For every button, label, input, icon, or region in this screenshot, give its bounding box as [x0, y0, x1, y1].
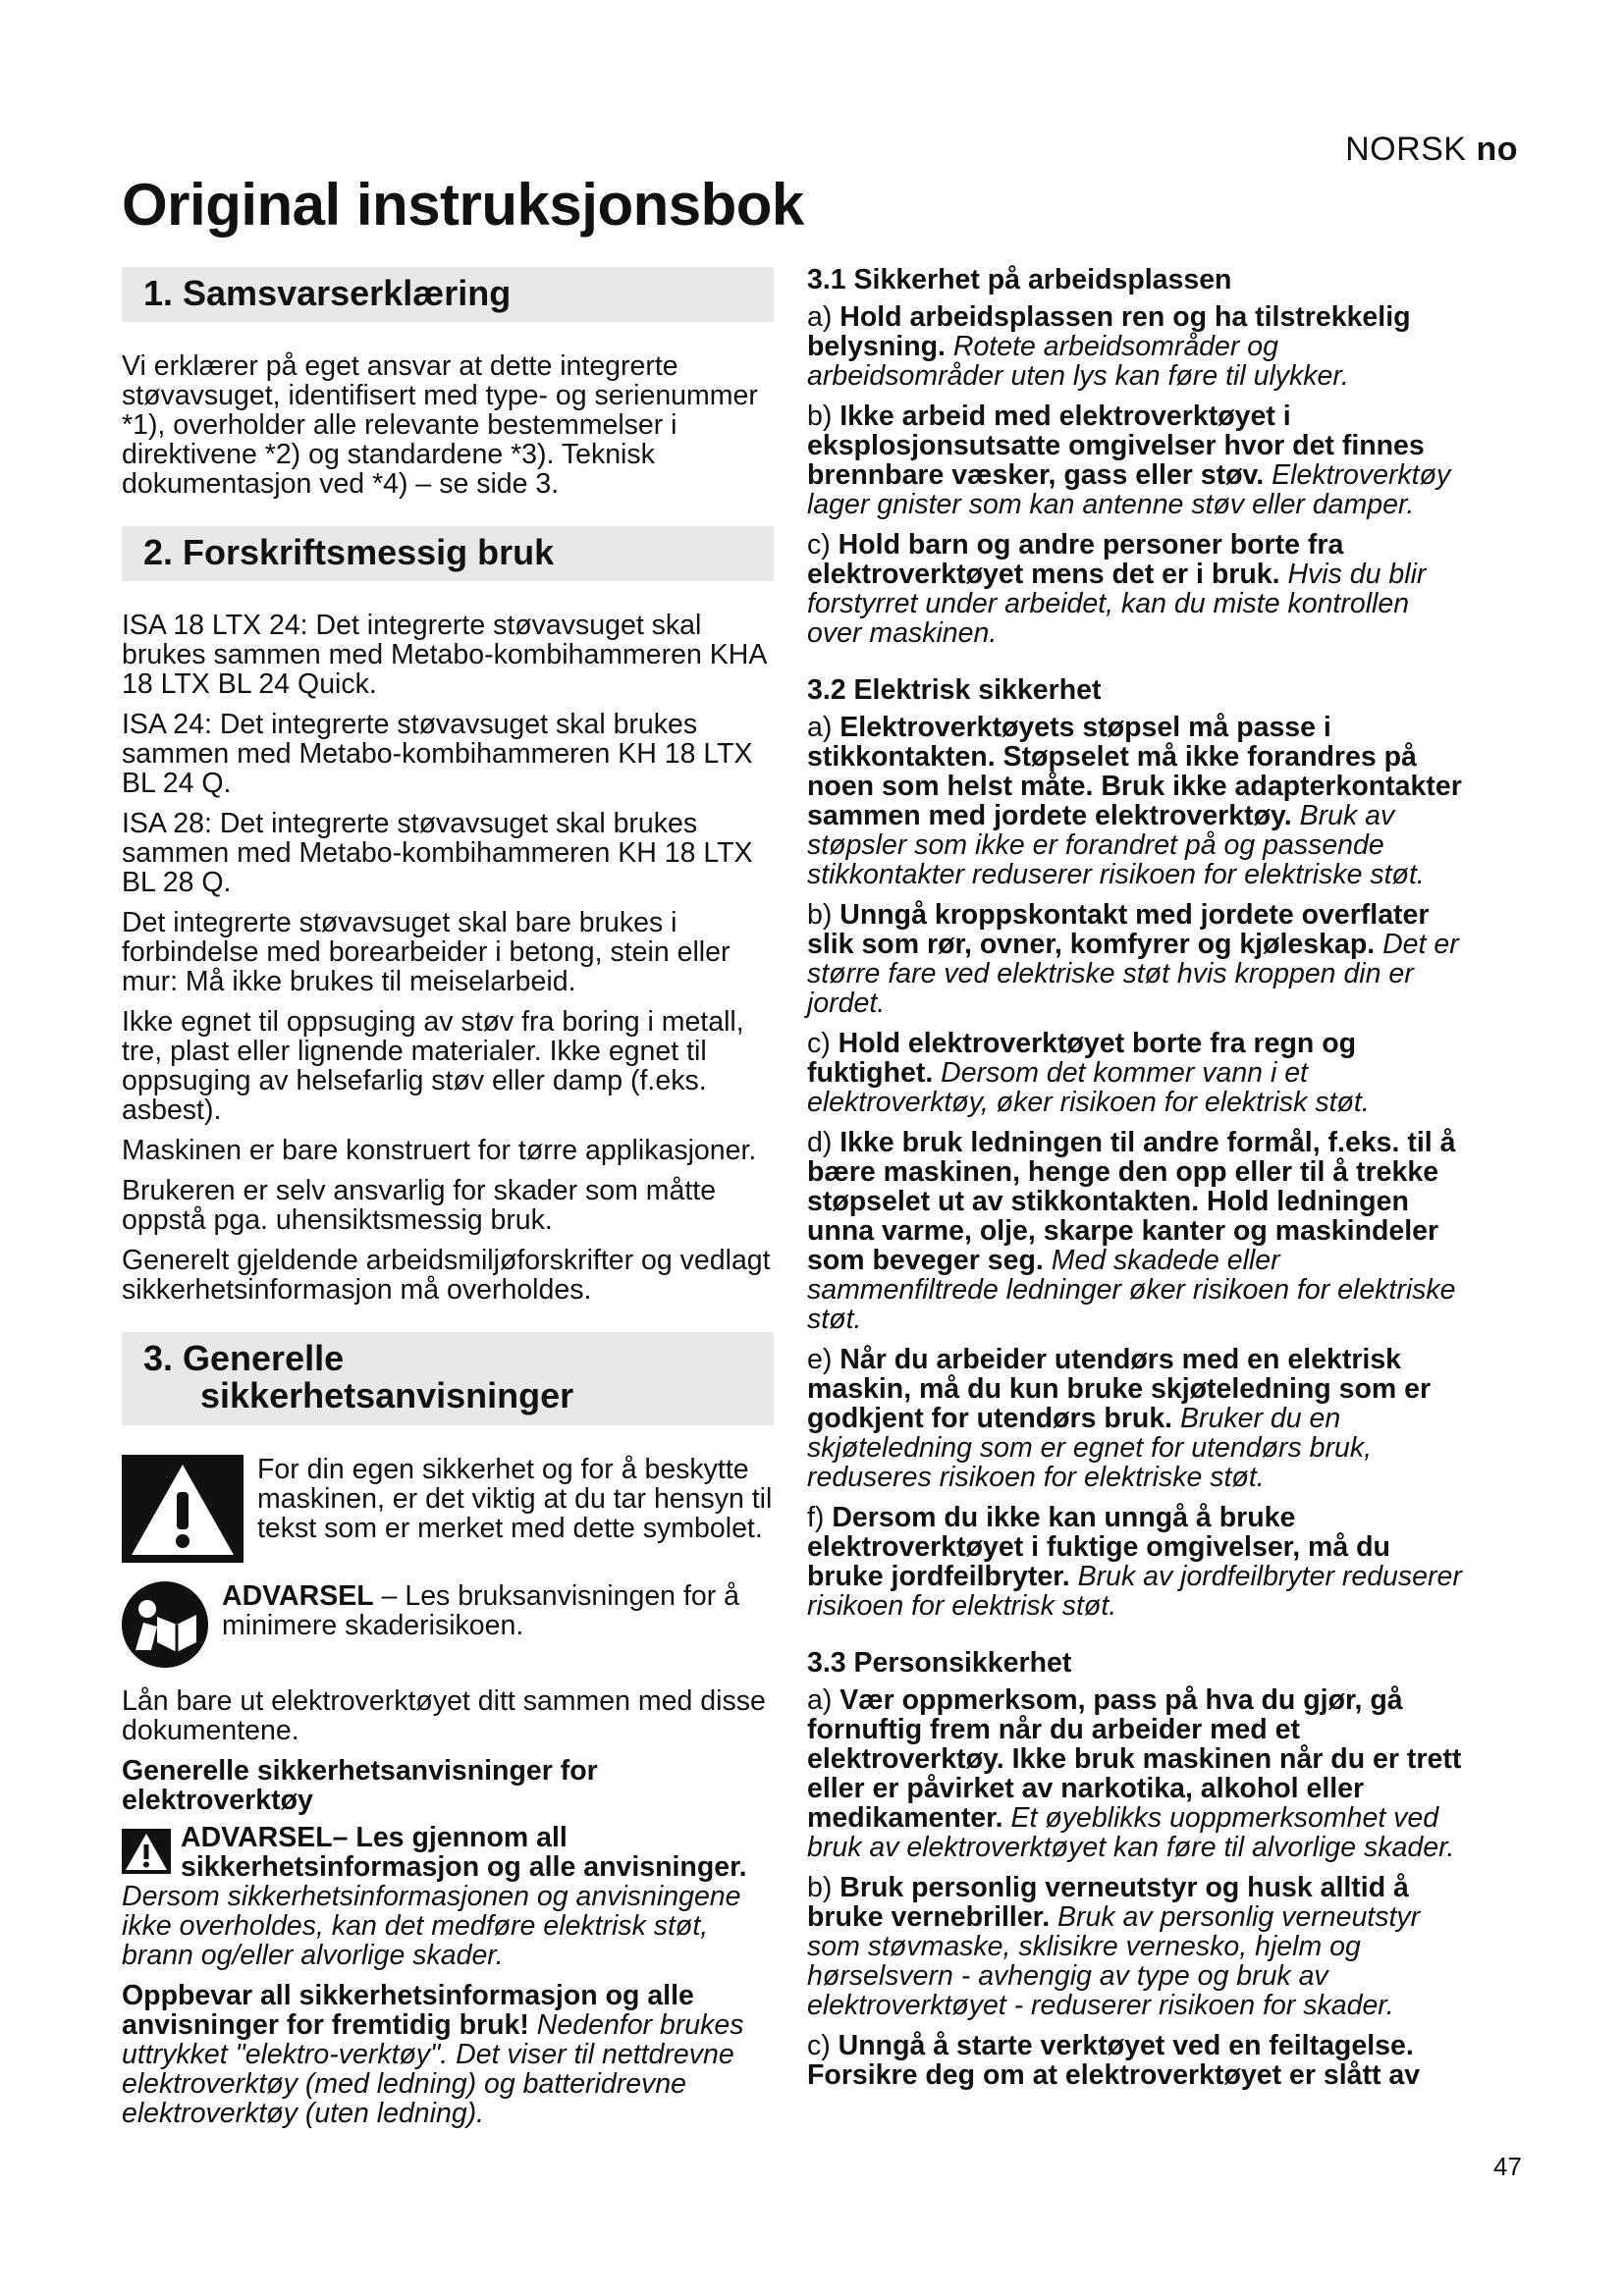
item-label: e) — [807, 1344, 840, 1375]
item-bold: Hold barn og andre personer borte fra elektroverktøyet mens det er i bruk. — [807, 529, 1344, 590]
intended-use-p6: Maskinen er bare konstruert for tørre applikasjoner. — [122, 1135, 757, 1167]
page-title: Original instruksjonsbok — [122, 172, 804, 238]
item-bold: Ikke bruk ledningen til andre formål, f.eks. til å bære maskinen, henge den opp eller til å trekke støpselet ut av stikkontakten. Hold ledningen unna varme, olje, skarpe kanter og maskindeler som beveger seg. — [807, 1127, 1456, 1276]
item-label: b) — [807, 400, 840, 432]
page-number: 47 — [1493, 2152, 1522, 2181]
section-3-heading-line1: 3. Generelle — [143, 1338, 345, 1379]
item-bold: Hold arbeidsplassen ren og ha tilstrekkelig belysning. — [807, 301, 1411, 362]
s31-item-a — [807, 302, 1463, 391]
item-label: c) — [807, 529, 839, 561]
s32-item-c — [807, 1029, 1463, 1117]
item-label: b) — [807, 899, 840, 931]
intended-use-p8: Generelt gjeldende arbeidsmiljøforskrifter og vedlagt sikkerhetsinformasjon må overholdes. — [122, 1245, 771, 1307]
item-label: d) — [807, 1127, 840, 1158]
language-name: NORSK — [1345, 131, 1467, 168]
advarsel-text: – Les bruksanvisningen for å minimere skaderisikoen. — [222, 1579, 739, 1641]
keep-instructions — [122, 1981, 774, 2128]
item-bold: Dersom du ikke kan unngå å bruke elektroverktøyet i fuktige omgivelser, må du bruke jordfeilbryter. — [807, 1502, 1390, 1592]
section-personal-safety — [807, 1648, 1463, 2090]
section-3-1-heading: 3.1 Sikkerhet på arbeidsplassen — [807, 264, 1232, 295]
left-column — [122, 267, 774, 2139]
item-bold: Vær oppmerksom, pass på hva du gjør, gå fornuftig frem når du arbeider med et elektroverktøy. Ikke bruk maskinen når du er trett eller er påvirket av narkotika, alkohol eller medikamenter. — [807, 1684, 1462, 1834]
intended-use-p7: Brukeren er selv ansvarlig for skader som måtte oppstå pga. uhensiktsmessig bruk. — [122, 1175, 717, 1237]
warning-triangle-icon — [122, 1455, 244, 1568]
item-bold: Bruk personlig verneutstyr og husk alltid å bruke vernebriller. — [807, 1872, 1409, 1933]
section-intended-use — [122, 526, 774, 1305]
section-3-2-heading: 3.2 Elektrisk sikkerhet — [807, 674, 1102, 706]
declaration-text: Vi erklærer på eget ansvar at dette integrerte støvavsuget, identifisert med type- og serienummer *1), overholder alle relevante bestemmelser i direktivene *2) og standardene *3). Teknisk dokumentasjon ved *4) – se side 3. — [122, 350, 758, 501]
item-label: a) — [807, 301, 840, 333]
item-label: a) — [807, 1684, 840, 1716]
read-all-warning — [122, 1823, 774, 1970]
item-italic: Bruk av støpsler som ikke er forandret på og passende stikkontakter reduserer risikoen for elektriske støt. — [807, 800, 1425, 890]
general-safety-heading: Generelle sikkerhetsanvisninger for elektroverktøy — [122, 1754, 598, 1816]
item-italic: Elektroverktøy lager gnister som kan antenne støv eller damper. — [807, 459, 1451, 520]
item-bold: Elektroverktøyets støpsel må passe i stikkontakten. Støpselet må ikke forandres på noen som helst måte. Bruk ikke adapterkontakter sammen med jordete elektroverktøy. — [807, 712, 1462, 831]
section-declaration — [122, 267, 774, 499]
intended-use-p3: ISA 28: Det integrerte støvavsuget skal brukes sammen med Metabo-kombihammeren KH 18 LTX BL 28 Q. — [122, 808, 753, 899]
intended-use-p2: ISA 24: Det integrerte støvavsuget skal brukes sammen med Metabo-kombihammeren KH 18 LTX BL 24 Q. — [122, 709, 753, 800]
keep-instructions-bold: Oppbevar all sikkerhetsinformasjon og alle anvisninger for fremtidig bruk! — [122, 1979, 694, 2041]
intended-use-p4: Det integrerte støvavsuget skal bare brukes i forbindelse med borearbeider i betong, stein eller mur: Må ikke brukes til meiselarbeid. — [122, 907, 731, 998]
item-label: c) — [807, 1028, 839, 1059]
item-label: b) — [807, 1872, 840, 1903]
lend-text: Lån bare ut elektroverktøyet ditt sammen med disse dokumentene. — [122, 1684, 766, 1746]
section-general-safety — [122, 1332, 774, 2127]
s33-item-c — [807, 2031, 1463, 2090]
s33-item-a — [807, 1685, 1463, 1862]
s31-item-c — [807, 530, 1463, 648]
read-all-warning-italic: Dersom sikkerhetsinformasjonen og anvisningene ikke overholdes, kan det medføre elektrisk støt, brann og/eller alvorlige skader. — [122, 1880, 741, 1971]
warning-symbol-text: For din egen sikkerhet og for å beskytte maskinen, er det viktig at du tar hensyn til tekst som er merket med dette symbolet. — [257, 1453, 773, 1544]
keep-instructions-italic: Nedenfor brukes uttrykket "elektro-verktøy". Det viser til nettdrevne elektroverktøy (med ledning) og batteridrevne elektroverktøy (uten ledning). — [122, 2008, 744, 2129]
item-italic: Et øyeblikks uoppmerksomhet ved bruk av elektroverktøyet kan føre til alvorlige skader. — [807, 1802, 1455, 1863]
item-italic: Dersom det kommer vann i et elektroverktøy, øker risikoen for elektrisk støt. — [807, 1057, 1370, 1118]
read-all-warning-bold: ADVARSEL– Les gjennom all sikkerhetsinformasjon og alle anvisninger. — [181, 1821, 747, 1883]
s31-item-b — [807, 401, 1463, 519]
item-italic: Det er større fare ved elektriske støt hvis kroppen din er jordet. — [807, 929, 1459, 1019]
item-label: c) — [807, 2030, 839, 2061]
read-manual-note — [122, 1581, 774, 1673]
item-italic: Med skadede eller sammenfiltrede ledninger øker risikoen for elektriske støt. — [807, 1245, 1456, 1335]
section-2-heading: 2. Forskriftsmessig bruk — [122, 526, 774, 581]
item-bold: Unngå kroppskontakt med jordete overflater slik som rør, ovner, komfyrer og kjøleskap. — [807, 899, 1430, 960]
section-electrical-safety — [807, 675, 1463, 1621]
item-italic: Bruk av personlig verneutstyr som støvmaske, sklisikre vernesko, hjelm og hørselsvern - avhengig av type og bruk av elektroverktøyet - reduserer risikoen for skader. — [807, 1901, 1421, 2021]
item-bold: Hold elektroverktøyet borte fra regn og fuktighet. — [807, 1028, 1357, 1089]
section-3-heading-line2: sikkerhetsanvisninger — [200, 1375, 574, 1416]
s33-item-b — [807, 1873, 1463, 2020]
section-3-heading — [122, 1332, 774, 1424]
item-label: f) — [807, 1502, 833, 1533]
small-warning-icon — [122, 1829, 171, 1880]
language-label — [1345, 131, 1518, 169]
read-manual-icon — [122, 1581, 208, 1673]
item-label: a) — [807, 712, 840, 743]
s32-item-e — [807, 1345, 1463, 1492]
warning-symbol-note — [122, 1455, 774, 1568]
section-workplace-safety — [807, 265, 1463, 648]
s32-item-b — [807, 900, 1463, 1018]
item-italic: Rotete arbeidsområder og arbeidsområder uten lys kan føre til ulykker. — [807, 331, 1349, 392]
intended-use-p1: ISA 18 LTX 24: Det integrerte støvavsuget skal brukes sammen med Metabo-kombihammeren KHA 18 LTX BL 24 Quick. — [122, 610, 766, 701]
item-bold: Når du arbeider utendørs med en elektrisk maskin, må du kun bruke skjøteledning som er godkjent for utendørs bruk. — [807, 1344, 1432, 1434]
section-1-heading: 1. Samsvarserklæring — [122, 267, 774, 322]
read-manual-text — [222, 1581, 774, 1640]
item-bold: Ikke arbeid med elektroverktøyet i eksplosjonsutsatte omgivelser hvor det finnes brennbare væsker, gass eller støv. — [807, 400, 1425, 491]
intended-use-p5: Ikke egnet til oppsuging av støv fra boring i metall, tre, plast eller lignende materialer. Ikke egnet til oppsuging av helsefarlig støv eller damp (f.eks. asbest). — [122, 1006, 744, 1127]
item-italic: Hvis du blir forstyrret under arbeidet, kan du miste kontrollen over maskinen. — [807, 559, 1427, 649]
advarsel-label: ADVARSEL — [222, 1579, 374, 1612]
item-bold: Unngå å starte verktøyet ved en feiltagelse. Forsikre deg om at elektroverktøyet er slått av — [807, 2030, 1421, 2091]
s32-item-a — [807, 713, 1463, 889]
s32-item-d — [807, 1128, 1463, 1334]
language-code: no — [1476, 131, 1518, 168]
item-italic: Bruker du en skjøteledning som er egnet for utendørs bruk, reduseres risikoen for elektriske støt. — [807, 1403, 1373, 1493]
s32-item-f — [807, 1503, 1463, 1621]
section-3-3-heading: 3.3 Personsikkerhet — [807, 1647, 1072, 1679]
right-column — [807, 265, 1463, 2101]
item-italic: Bruk av jordfeilbryter reduserer risikoen for elektrisk støt. — [807, 1561, 1462, 1622]
